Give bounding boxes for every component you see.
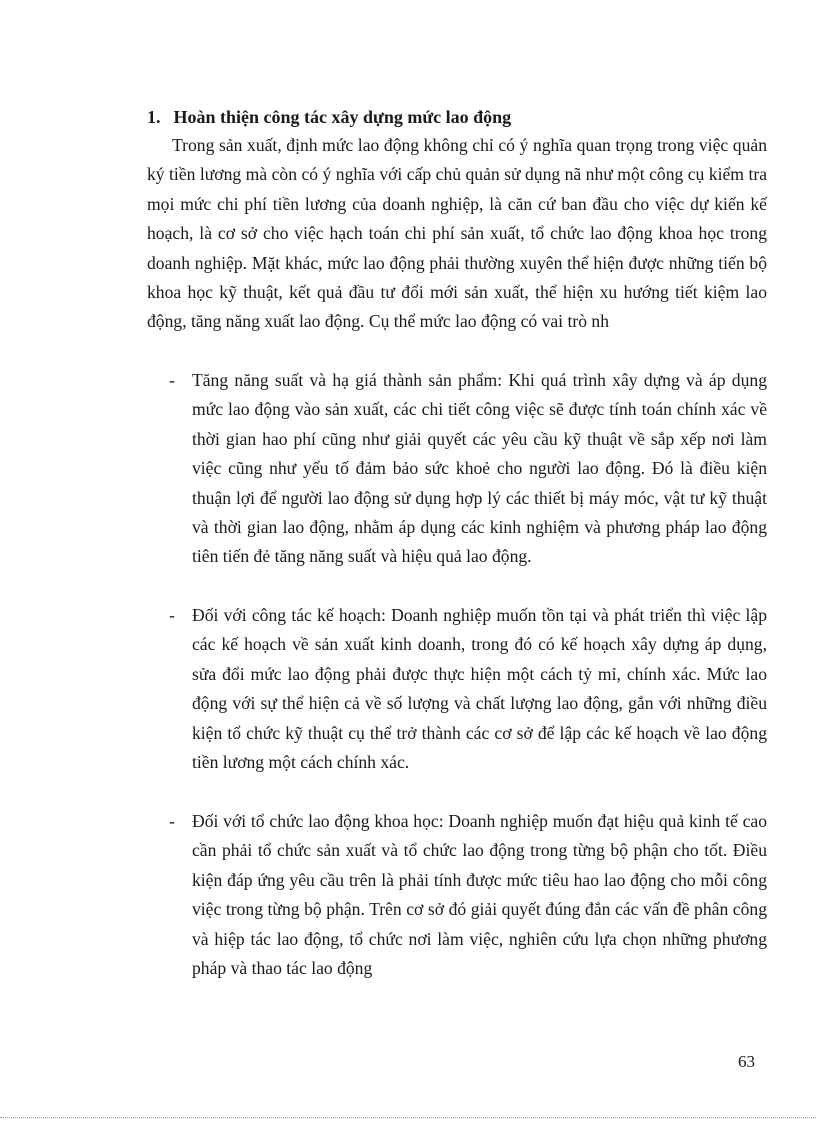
bullet-marker: - (169, 370, 175, 390)
bullet-marker: - (169, 811, 175, 831)
list-item-organization (147, 807, 767, 983)
list-item-productivity (147, 366, 767, 601)
list-item-text: Đối với công tác kế hoạch: Doanh nghiệp muốn tồn tại và phát triển thì việc lập các kế hoạch về sản xuất kinh doanh, trong đó có kế hoạch xây dựng áp dụng, sửa đổi mức lao động phải được thực hiện một cách tỷ mỉ, chính xác. Mức lao động với sự thể hiện cả về số lượng và chất lượng lao động, gắn với những điều kiện tổ chức kỹ thuật cụ thể trở thành các cơ sở để lập các kế hoạch về lao động tiền lương một cách chính xác. (192, 605, 767, 773)
intro-paragraph: Trong sản xuất, định mức lao động không chỉ có ý nghĩa quan trọng trong việc quản ký tiền lương mà còn có ý nghĩa với cấp chủ quản sử dụng nã như một công cụ kiểm tra mọi mức chi phí tiền lương của doanh nghiệp, là căn cứ ban đầu cho việc dự kiến kế hoạch, là cơ sở cho việc hạch toán chi phí sản xuất, tổ chức lao động khoa học trong doanh nghiệp. Mặt khác, mức lao động phải thường xuyên thể hiện được những tiến bộ khoa học kỹ thuật, kết quả đầu tư đổi mới sản xuất, thể hiện xu hướng tiết kiệm lao động, tăng năng xuất lao động. Cụ thể mức lao động có vai trò nh (147, 135, 767, 332)
list-item-planning (147, 601, 767, 807)
section-heading (147, 103, 511, 131)
bullet-marker: - (169, 605, 175, 625)
section-title: Hoàn thiện công tác xây dựng mức lao động (173, 107, 512, 127)
page-bottom-border (0, 1117, 816, 1118)
role-list (147, 366, 767, 983)
list-item-text: Tăng năng suất và hạ giá thành sản phẩm: Khi quá trình xây dựng và áp dụng mức lao động vào sản xuất, các chi tiết công việc sẽ được tính toán chính xác về thời gian hao phí cũng như giải quyết các yêu cầu kỹ thuật về sắp xếp nơi làm việc cũng như yếu tố đảm bảo sức khoẻ cho người lao động. Đó là điều kiện thuận lợi để người lao động sử dụng hợp lý các thiết bị máy móc, vật tư kỹ thuật và thời gian lao động, nhằm áp dụng các kinh nghiệm và phương pháp lao động tiên tiến đẻ tăng năng suất và hiệu quả lao động. (192, 370, 767, 567)
section-number: 1. (147, 107, 161, 127)
list-item-text: Đối với tổ chức lao động khoa học: Doanh nghiệp muốn đạt hiệu quả kinh tế cao cần phải tổ chức sản xuất và tổ chức lao động trong từng bộ phận cho tốt. Điều kiện đáp ứng yêu cầu trên là phải tính được mức tiêu hao lao động cho mỗi công việc trong từng bộ phận. Trên cơ sở đó giải quyết đúng đắn các vấn đề phân công và hiệp tác lao động, tổ chức nơi làm việc, nghiên cứu lựa chọn những phương pháp và thao tác lao động (192, 811, 767, 979)
page-number: 63 (738, 1052, 755, 1071)
